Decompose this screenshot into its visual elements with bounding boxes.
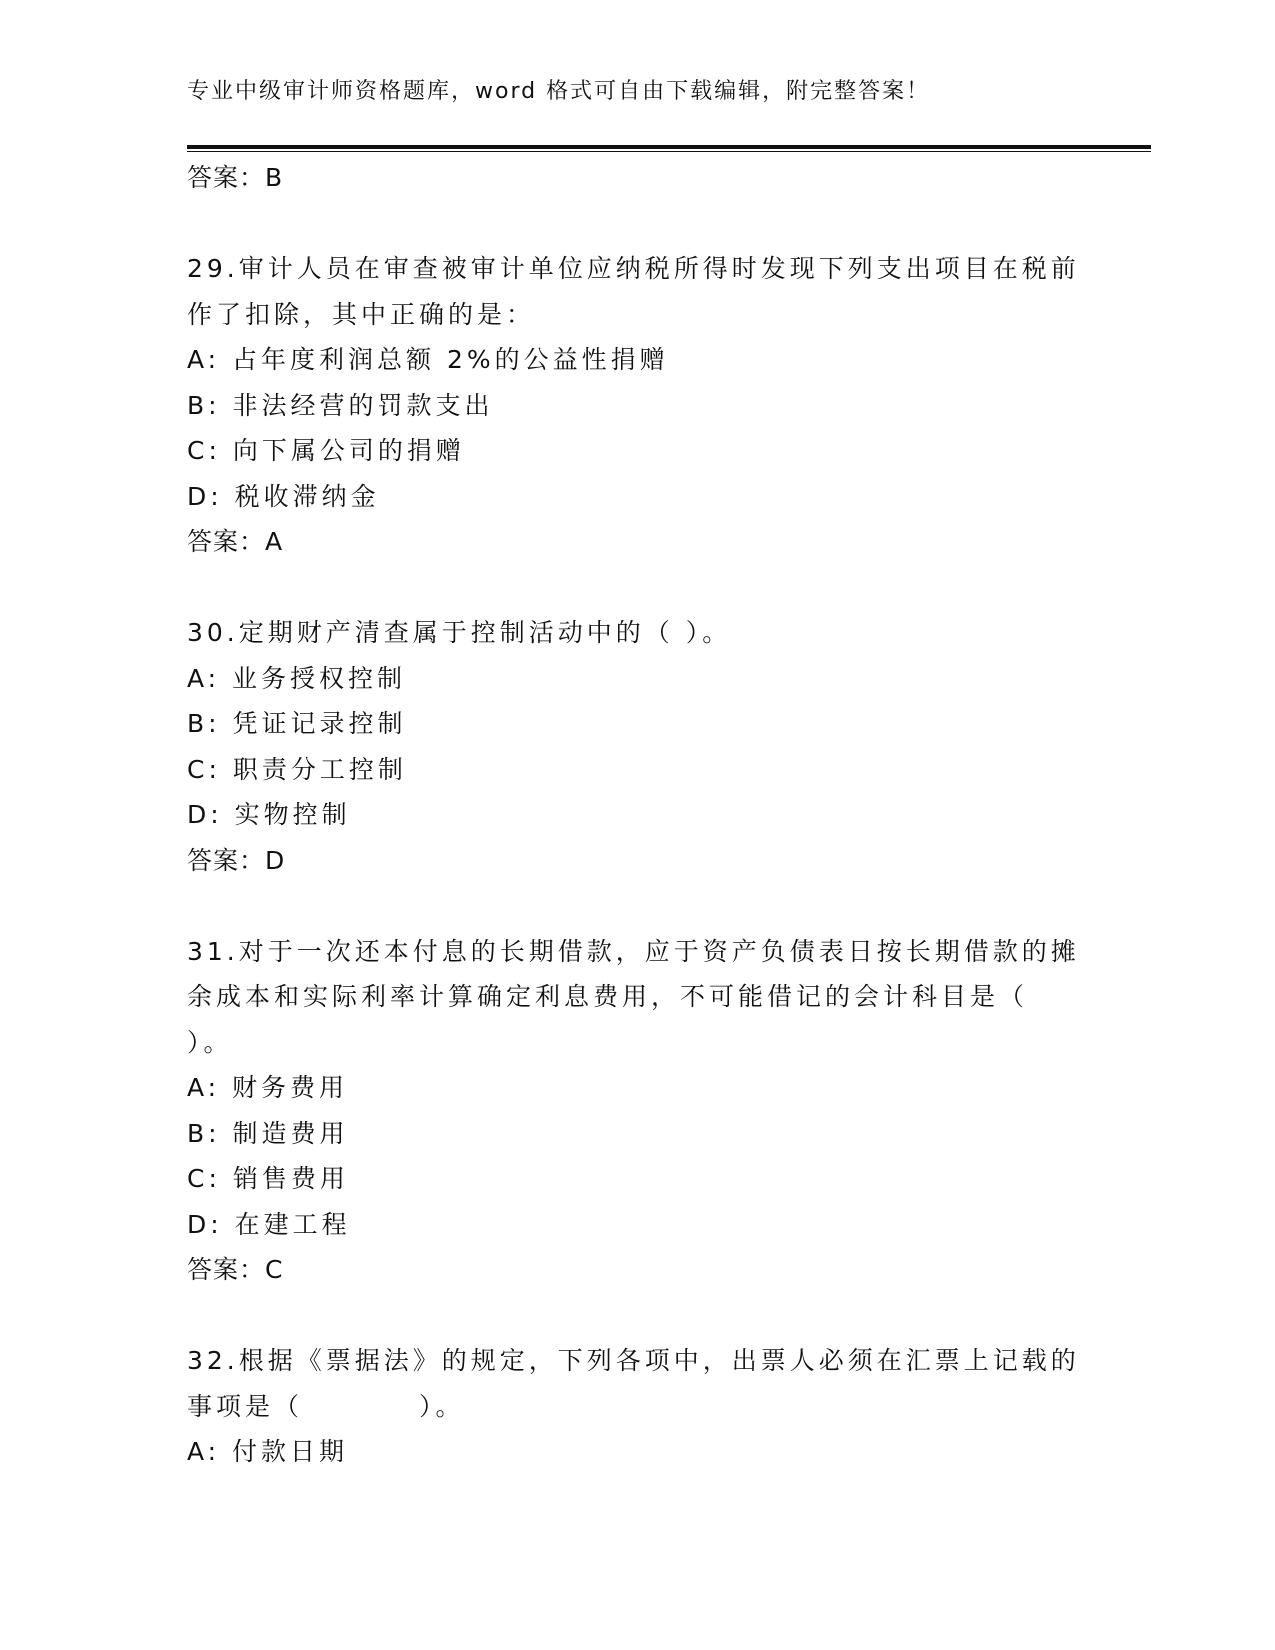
question-stem-line: ）。 <box>187 1027 233 1057</box>
document-body <box>187 155 1087 1475</box>
question-30 <box>187 610 1087 883</box>
spacer <box>187 565 1087 611</box>
question-stem-line: 29.审计人员在审查被审计单位应纳税所得时发现下列支出项目在税前 <box>187 254 1080 283</box>
option-b: B: 制造费用 <box>187 1118 349 1148</box>
question-stem-line: 30.定期财产清查属于控制活动中的（ ）。 <box>187 618 732 647</box>
option-a: A: 业务授权控制 <box>187 663 407 693</box>
answer-value: B <box>265 163 284 192</box>
question-stem-line: 31.对于一次还本付息的长期借款，应于资产负债表日按长期借款的摊 <box>187 936 1080 966</box>
option-d: D: 税收滞纳金 <box>187 481 380 511</box>
question-31 <box>187 929 1087 1293</box>
question-stem-line: 余成本和实际利率计算确定利息费用，不可能借记的会计科目是（ <box>187 982 1029 1011</box>
answer-value: A <box>265 527 284 556</box>
answer-line <box>187 155 1087 201</box>
page-header: 专业中级审计师资格题库，word 格式可自由下载编辑，附完整答案！ <box>187 79 931 104</box>
answer-label: 答案： <box>187 845 266 875</box>
option-b: B: 非法经营的罚款支出 <box>187 390 494 420</box>
question-32 <box>187 1338 1087 1475</box>
option-a: A: 财务费用 <box>187 1073 349 1102</box>
option-a: A: 占年度利润总额 2%的公益性捐赠 <box>187 345 669 374</box>
answer-label: 答案： <box>187 527 266 556</box>
option-c: C: 销售费用 <box>187 1164 349 1193</box>
answer-label: 答案： <box>187 163 266 192</box>
spacer <box>187 883 1087 929</box>
header-rule-thin <box>187 151 1151 152</box>
spacer <box>187 1293 1087 1339</box>
answer-label: 答案： <box>187 1255 266 1284</box>
option-c: C: 职责分工控制 <box>187 754 407 784</box>
spacer <box>187 201 1087 247</box>
question-stem-line: 作了扣除，其中正确的是： <box>187 299 536 329</box>
option-d: D: 实物控制 <box>187 800 351 829</box>
question-stem-line: 事项是（ ）。 <box>187 1391 465 1421</box>
answer-value: D <box>265 845 286 875</box>
question-29 <box>187 246 1087 565</box>
option-b: B: 凭证记录控制 <box>187 709 407 738</box>
answer-line <box>187 1247 1087 1293</box>
option-c: C: 向下属公司的捐赠 <box>187 436 465 465</box>
question-stem-line: 32.根据《票据法》的规定，下列各项中，出票人必须在汇票上记载的 <box>187 1346 1080 1375</box>
answer-line <box>187 838 1087 884</box>
header-rule-thick <box>187 145 1151 149</box>
option-d: D: 在建工程 <box>187 1209 351 1239</box>
answer-line <box>187 519 1087 565</box>
answer-value: C <box>265 1255 284 1284</box>
option-a: A: 付款日期 <box>187 1437 349 1466</box>
